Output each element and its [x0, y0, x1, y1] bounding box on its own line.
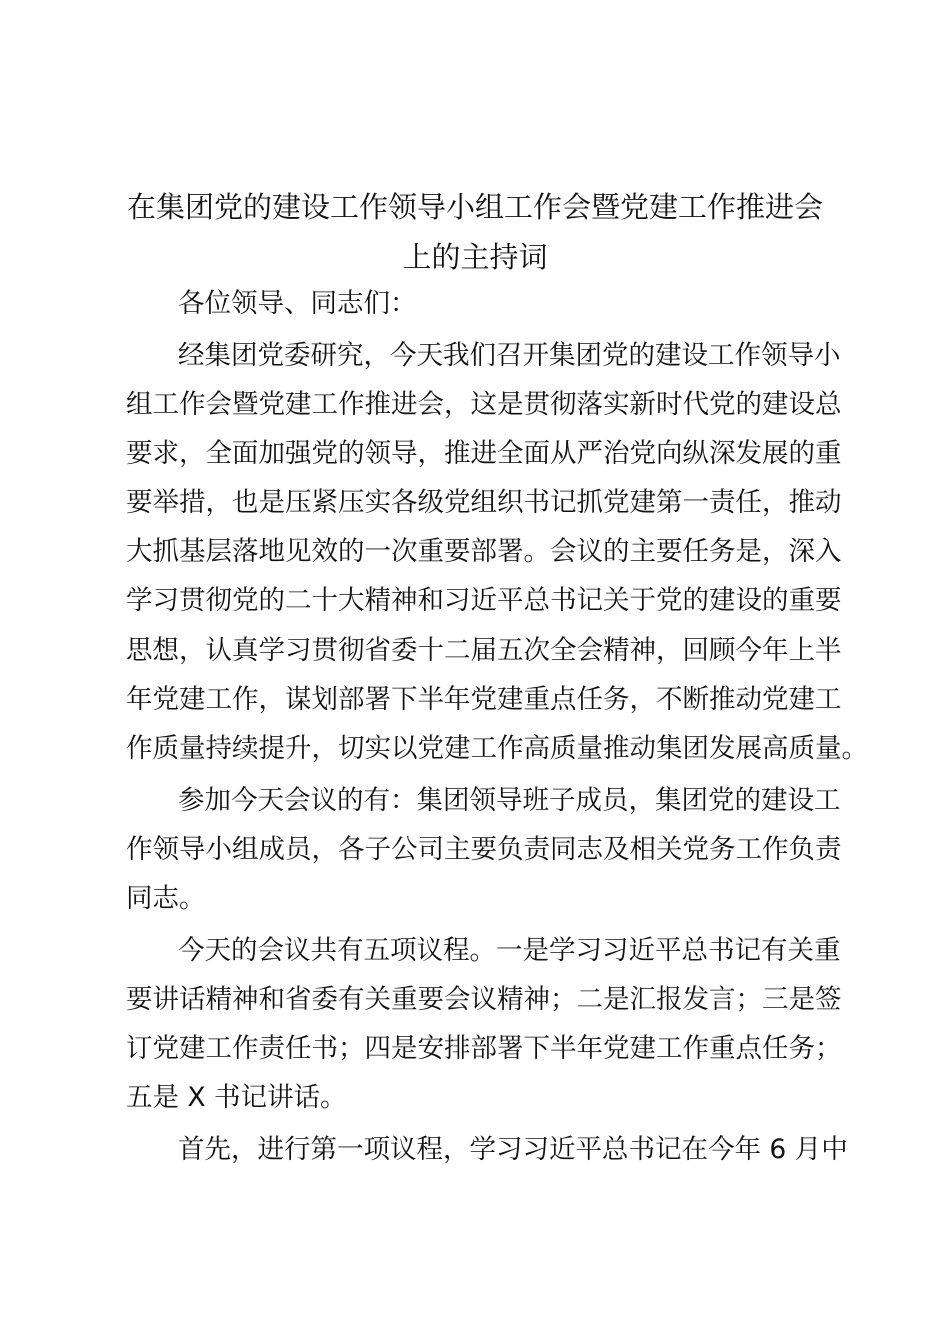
paragraph-1-line-1: 经集团党委研究，今天我们召开集团党的建设工作领导小: [178, 340, 841, 371]
paragraph-3-line-4: 五是 X 书记讲话。: [126, 1082, 347, 1113]
document-title-line-1: 在集团党的建设工作领导小组工作会暨党建工作推进会: [126, 190, 823, 224]
paragraph-1-line-4: 要举措，也是压紧压实各级党组织书记抓党建第一责任，推动: [126, 487, 842, 518]
paragraph-2-line-3: 同志。: [126, 883, 206, 914]
document-title-line-2: 上的主持词: [402, 240, 548, 274]
paragraph-4-line-1: 首先，进行第一项议程，学习习近平总书记在今年 6 月中: [178, 1134, 848, 1165]
paragraph-1-line-8: 年党建工作，谋划部署下半年党建重点任务，不断推动党建工: [126, 684, 842, 715]
paragraph-1-line-9: 作质量持续提升，切实以党建工作高质量推动集团发展高质量。: [126, 733, 868, 764]
paragraph-3-line-2: 要讲话精神和省委有关重要会议精神；二是汇报发言；三是签: [126, 984, 842, 1015]
paragraph-1-line-5: 大抓基层落地见效的一次重要部署。会议的主要任务是，深入: [126, 536, 842, 567]
paragraph-1-line-7: 思想，认真学习贯彻省委十二届五次全会精神，回顾今年上半: [126, 635, 842, 666]
paragraph-2-line-2: 作领导小组成员，各子公司主要负责同志及相关党务工作负责: [126, 834, 842, 865]
paragraph-1-line-6: 学习贯彻党的二十大精神和习近平总书记关于党的建设的重要: [126, 585, 842, 616]
paragraph-1-line-2: 组工作会暨党建工作推进会，这是贯彻落实新时代党的建设总: [126, 389, 842, 420]
salutation-line: 各位领导、同志们：: [178, 288, 417, 319]
paragraph-2-line-1: 参加今天会议的有：集团领导班子成员，集团党的建设工: [178, 785, 841, 816]
paragraph-3-line-3: 订党建工作责任书；四是安排部署下半年党建工作重点任务；: [126, 1033, 842, 1064]
paragraph-1-line-3: 要求，全面加强党的领导，推进全面从严治党向纵深发展的重: [126, 438, 842, 469]
paragraph-3-line-1: 今天的会议共有五项议程。一是学习习近平总书记有关重: [178, 935, 841, 966]
